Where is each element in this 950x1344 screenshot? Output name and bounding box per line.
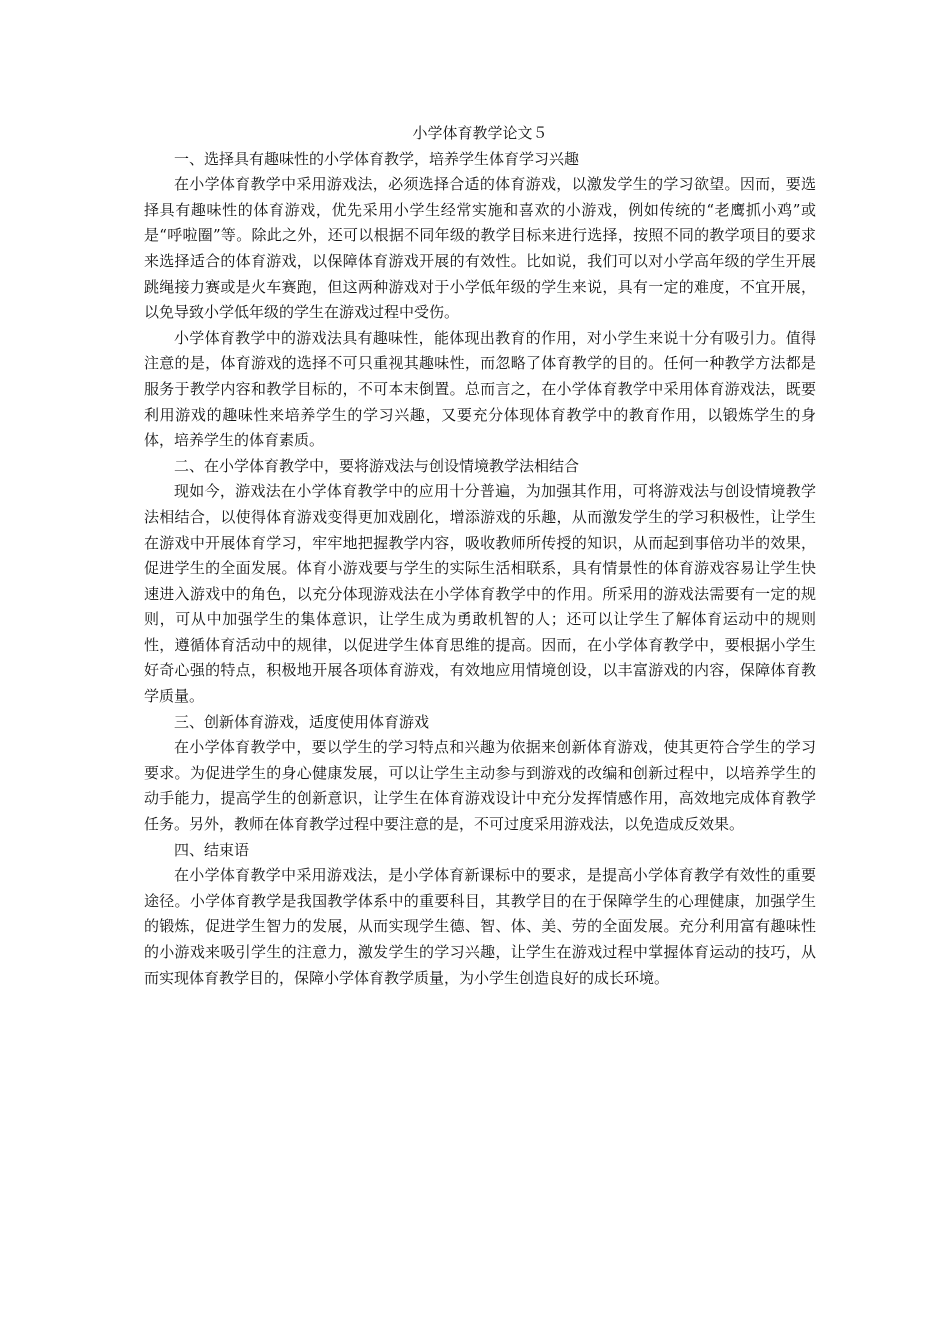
document-title: 小学体育教学论文５ — [412, 124, 548, 142]
section-heading: 二、在小学体育教学中，要将游戏法与创设情境教学法相结合 — [174, 456, 580, 475]
section-1 — [144, 147, 816, 454]
paragraph: 在小学体育教学中采用游戏法，是小学体育新课标中的要求，是提高小学体育教学有效性的重要途径。小学体育教学是我国教学体系中的重要科目，其教学目的在于保障学生的心理健康，加强学生的锻炼，促进学生智力的发展，从而实现学生德、智、体、美、劳的全面发展。充分利用富有趣味性的小游戏来吸引学生的注意力，激发学生的学习兴趣，让学生在游戏过程中掌握体育运动的技巧，从而实现体育教学目的，保障小学体育教学质量，为小学生创造良好的成长环境。 — [144, 866, 816, 987]
section-heading: 一、选择具有趣味性的小学体育教学，培养学生体育学习兴趣 — [174, 149, 580, 168]
section-2 — [144, 454, 816, 710]
section-3 — [144, 710, 816, 838]
section-heading: 四、结束语 — [174, 840, 250, 859]
paragraph: 在小学体育教学中采用游戏法，必须选择合适的体育游戏，以激发学生的学习欲望。因而，要选择具有趣味性的体育游戏，优先采用小学生经常实施和喜欢的小游戏，例如传统的“老鹰抓小鸡”或是“呼啦圈”等。除此之外，还可以根据不同年级的教学目标来进行选择，按照不同的教学项目的要求来选择适合的体育游戏，以保障体育游戏开展的有效性。比如说，我们可以对小学高年级的学生开展跳绳接力赛或是火车赛跑，但这两种游戏对于小学低年级的学生来说，具有一定的难度，不宜开展，以免导致小学低年级的学生在游戏过程中受伤。 — [144, 175, 816, 322]
paragraph: 在小学体育教学中，要以学生的学习特点和兴趣为依据来创新体育游戏，使其更符合学生的学习要求。为促进学生的身心健康发展，可以让学生主动参与到游戏的改编和创新过程中，以培养学生的动手能力，提高学生的创新意识，让学生在体育游戏设计中充分发挥情感作用，高效地完成体育教学任务。另外，教师在体育教学过程中要注意的是，不可过度采用游戏法，以免造成反效果。 — [144, 738, 816, 834]
paragraph: 小学体育教学中的游戏法具有趣味性，能体现出教育的作用，对小学生来说十分有吸引力。值得注意的是，体育游戏的选择不可只重视其趣味性，而忽略了体育教学的目的。任何一种教学方法都是服务于教学内容和教学目标的，不可本末倒置。总而言之，在小学体育教学中采用体育游戏法，既要利用游戏的趣味性来培养学生的学习兴趣，又要充分体现体育教学中的教育作用，以锻炼学生的身体，培养学生的体育素质。 — [144, 328, 816, 450]
paragraph: 现如今，游戏法在小学体育教学中的应用十分普遍，为加强其作用，可将游戏法与创设情境教学法相结合，以使得体育游戏变得更加戏剧化，增添游戏的乐趣，从而激发学生的学习积极性，让学生在游戏中开展体育学习，牢牢地把握教学内容，吸收教师所传授的知识，从而起到事倍功半的效果，促进学生的全面发展。体育小游戏要与学生的实际生活相联系，具有情景性的体育游戏容易让学生快速进入游戏中的角色，以充分体现游戏法在小学体育教学中的作用。所采用的游戏法需要有一定的规则，可从中加强学生的集体意识，让学生成为勇敢机智的人；还可以让学生了解体育运动中的规则性，遵循体育活动中的规律，以促进学生体育思维的提高。因而，在小学体育教学中，要根据小学生好奇心强的特点，积极地开展各项体育游戏，有效地应用情境创设，以丰富游戏的内容，保障体育教学质量。 — [144, 482, 816, 706]
document-page — [144, 121, 816, 991]
section-heading: 三、创新体育游戏，适度使用体育游戏 — [174, 712, 430, 731]
section-4 — [144, 838, 816, 992]
